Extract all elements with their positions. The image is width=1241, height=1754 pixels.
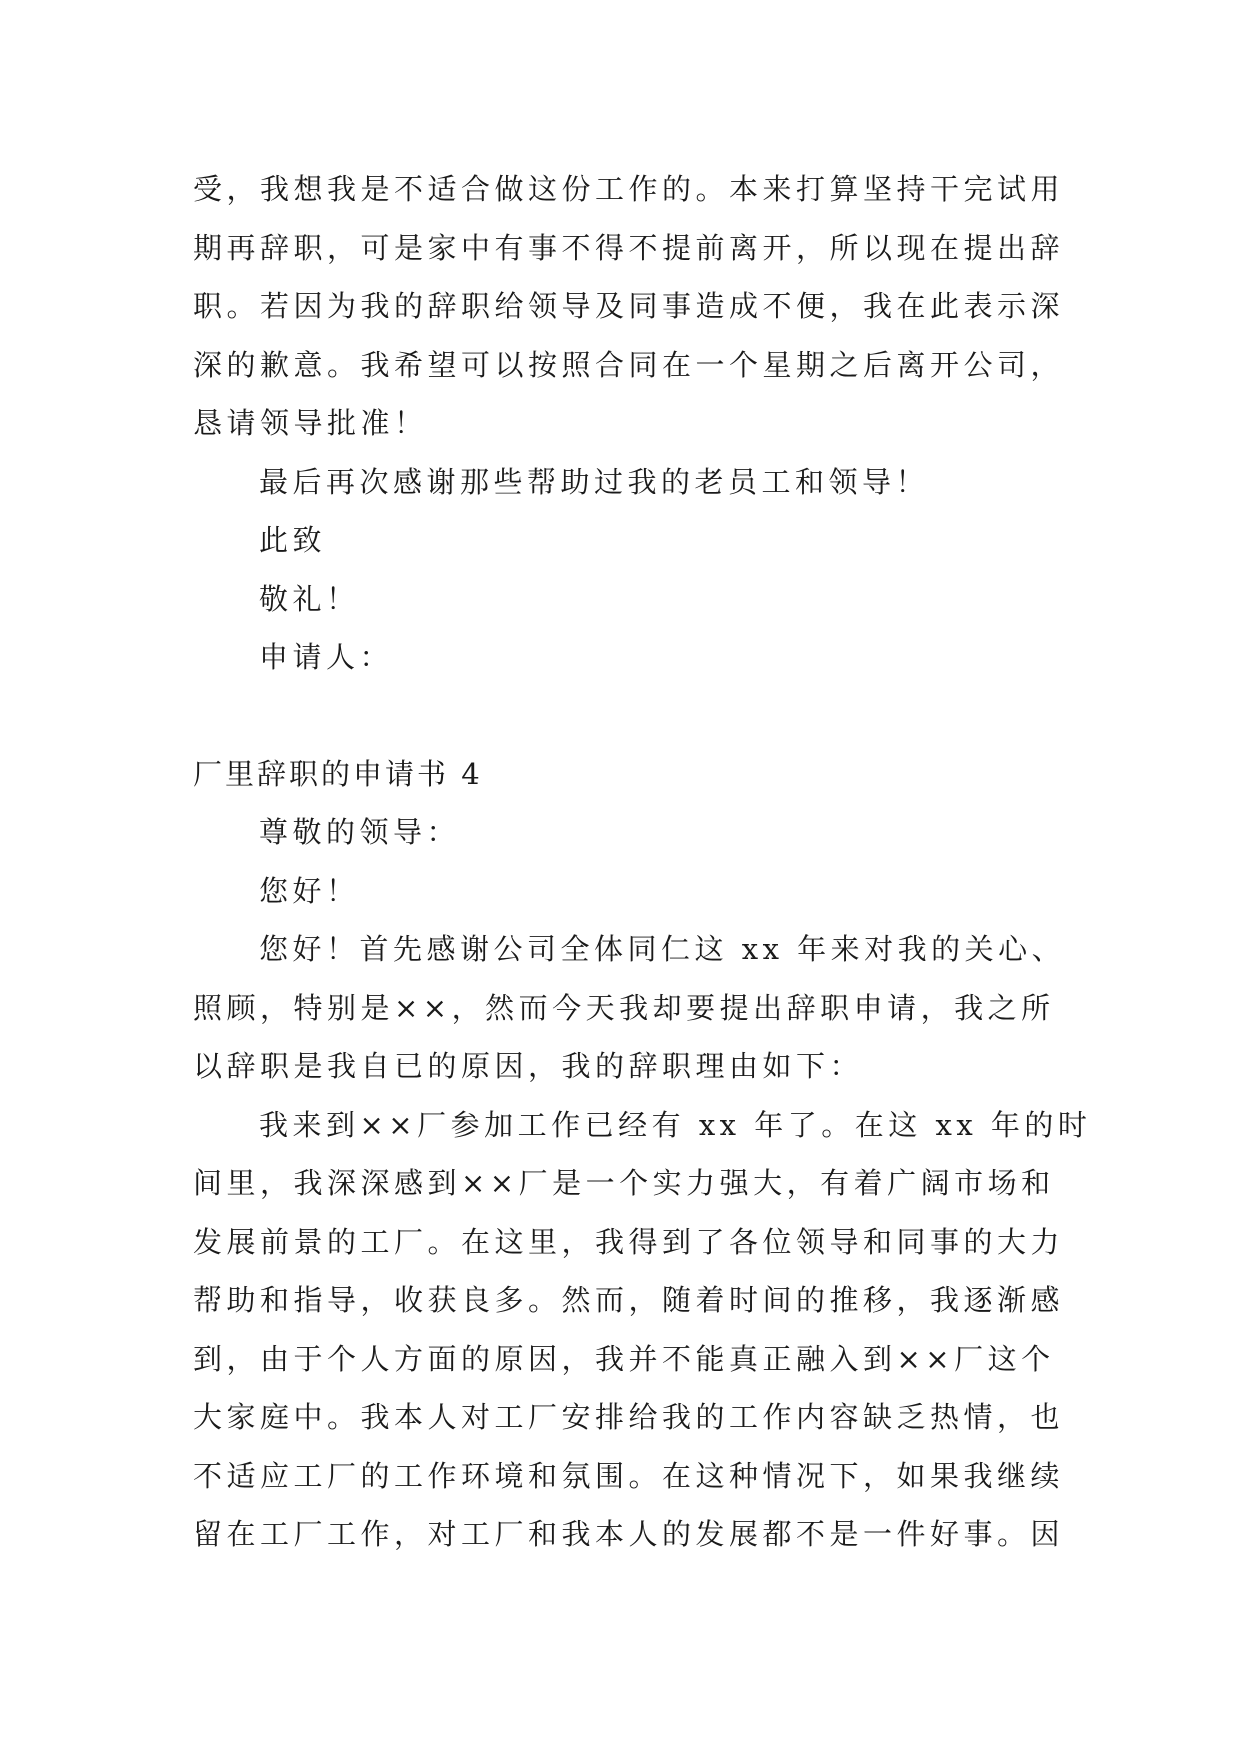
body-line: 深的歉意。我希望可以按照合同在一个星期之后离开公司， <box>193 347 1065 382</box>
body-line: 期再辞职，可是家中有事不得不提前离开，所以现在提出辞 <box>193 230 1065 265</box>
spacer <box>193 687 1073 745</box>
paragraph-line: 大家庭中。我本人对工厂安排给我的工作内容缺乏热情，也 <box>193 1400 1065 1434</box>
paragraph-line: 照顾，特别是××，然而今天我却要提出辞职申请，我之所 <box>193 990 1055 1025</box>
body-line: 受，我想我是不适合做这份工作的。本来打算坚持干完试用 <box>193 172 1065 206</box>
closing-line: 此致 <box>259 523 327 557</box>
paragraph-line: 间里，我深深感到××厂是一个实力强大，有着广阔市场和 <box>193 1166 1055 1200</box>
applicant-label: 申请人： <box>259 640 394 674</box>
paragraph-line: 以辞职是我自已的原因，我的辞职理由如下： <box>193 1049 864 1083</box>
paragraph-line: 不适应工厂的工作环境和氛围。在这种情况下，如果我继续 <box>193 1458 1065 1493</box>
greeting: 您好！ <box>259 873 360 908</box>
paragraph-line: 发展前景的工厂。在这里，我得到了各位领导和同事的大力 <box>193 1224 1065 1259</box>
section-title: 厂里辞职的申请书 4 <box>193 756 483 791</box>
salutation: 尊敬的领导： <box>259 815 461 849</box>
paragraph-line: 留在工厂工作，对工厂和我本人的发展都不是一件好事。因 <box>193 1517 1065 1551</box>
paragraph-line: 您好！首先感谢公司全体同仁这 xx 年来对我的关心、 <box>259 932 1066 966</box>
paragraph-line: 我来到××厂参加工作已经有 xx 年了。在这 xx 年的时 <box>259 1107 1092 1142</box>
closing-line: 敬礼！ <box>259 581 360 616</box>
thanks-line: 最后再次感谢那些帮助过我的老员工和领导！ <box>259 464 930 499</box>
paragraph-line: 到，由于个人方面的原因，我并不能真正融入到××厂这个 <box>193 1341 1055 1376</box>
paragraph-line: 帮助和指导，收获良多。然而，随着时间的推移，我逐渐感 <box>193 1283 1065 1317</box>
body-line: 恳请领导批准！ <box>193 406 428 440</box>
document-page <box>193 160 1092 1564</box>
body-line: 职。若因为我的辞职给领导及同事造成不便，我在此表示深 <box>193 289 1065 323</box>
